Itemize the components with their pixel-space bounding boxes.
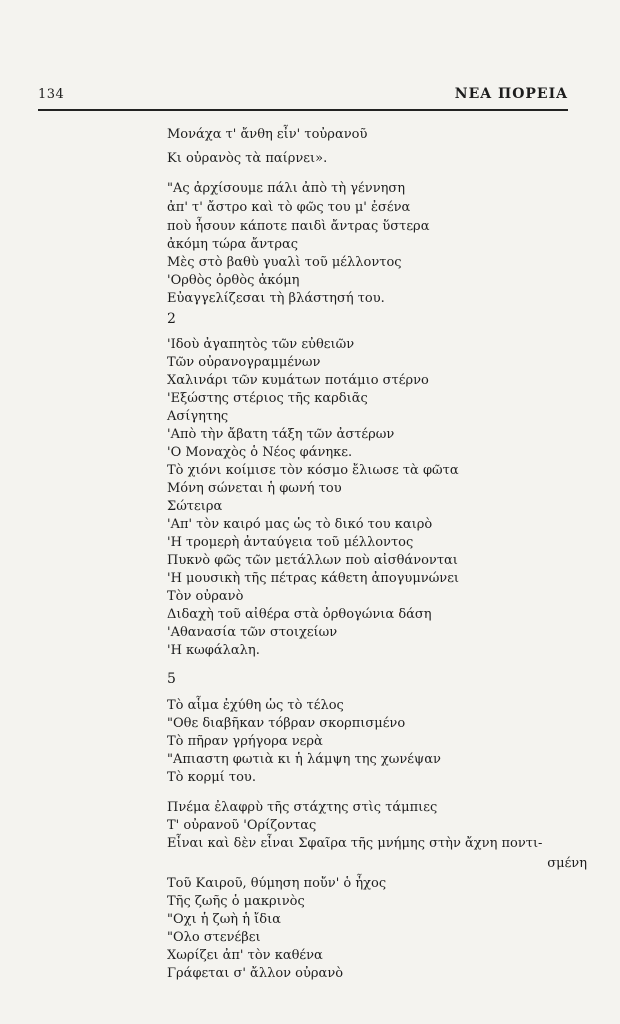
poem-line: Πυκνὸ φῶς τῶν μετάλλων ποὺ αἰσθάνονται (167, 553, 458, 568)
poem-line: Χωρίζει ἀπ' τὸν καθένα (167, 948, 323, 963)
poem-line-continuation: σμένη (547, 856, 587, 871)
poem-line: 'Η μουσικὴ τῆς πέτρας κάθετη ἀπογυμνώνει (167, 571, 460, 586)
poem-line: Τὸ αἷμα ἐχύθη ὡς τὸ τέλος (167, 698, 344, 713)
poem-line: ποὺ ἦσουν κάποτε παιδὶ ἄντρας ὕστερα (167, 219, 430, 234)
poem-line: ἀπ' τ' ἄστρο καὶ τὸ φῶς του μ' ἐσένα (167, 200, 411, 215)
running-title: ΝΕΑ ΠΟΡΕΙΑ (454, 86, 568, 102)
poem-line: Μὲς στὸ βαθὺ γυαλὶ τοῦ μέλλοντος (167, 255, 402, 270)
poem-line: Κι οὐρανὸς τὰ παίρνει». (167, 151, 328, 166)
poem-line: "Ας ἀρχίσουμε πάλι ἀπὸ τὴ γέννηση (167, 181, 406, 196)
poem-line: 'Απ' τὸν καιρό μας ὡς τὸ δικό του καιρὸ (167, 517, 433, 532)
poem-line: Τοῦ Καιροῦ, θύμηση ποὔν' ὁ ἦχος (167, 876, 387, 891)
poem-line: 'Ιδοὺ ἀγαπητὸς τῶν εὐθειῶν (167, 337, 355, 352)
page-number: 134 (38, 87, 65, 102)
poem-line: Χαλινάρι τῶν κυμάτων ποτάμιο στέρνο (167, 373, 429, 388)
poem-line: Διδαχὴ τοῦ αἰθέρα στὰ ὀρθογώνια δάση (167, 607, 432, 622)
section-number-2: 2 (167, 311, 176, 327)
poem-line: 'Η κωφάλαλη. (167, 643, 260, 658)
poem-line: "Ολο στενέβει (167, 930, 261, 945)
poem-line: Τ' οὐρανοῦ 'Ορίζοντας (167, 818, 317, 833)
poem-line: Ασίγητης (167, 409, 229, 424)
poem-line: Γράφεται σ' ἄλλον οὐρανὸ (167, 966, 344, 981)
poem-line: 'Ορθὸς ὀρθὸς ἀκόμη (167, 273, 300, 288)
poem-line: 'Απὸ τὴν ἄβατη τάξη τῶν ἀστέρων (167, 427, 395, 442)
poem-line: 'Η τρομερὴ ἀνταύγεια τοῦ μέλλοντος (167, 535, 414, 550)
poem-line: "Απιαστη φωτιὰ κι ἡ λάμψη της χωνέψαν (167, 752, 441, 767)
section-number-5: 5 (167, 671, 176, 687)
poem-line: Μόνη σώνεται ἡ φωνή του (167, 481, 342, 496)
poem-line: Τῶν οὐρανογραμμένων (167, 355, 321, 370)
poem-line: Τῆς ζωῆς ὁ μακρινὸς (167, 894, 305, 909)
poem-line: Εὐαγγελίζεσαι τὴ βλάστησή του. (167, 291, 385, 306)
poem-line: Τὸν οὐρανὸ (167, 589, 244, 604)
poem-line: Πνέμα ἐλαφρὺ τῆς στάχτης στὶς τάμπιες (167, 800, 438, 815)
poem-line: ἀκόμη τώρα ἄντρας (167, 237, 299, 252)
poem-line: 'Εξώστης στέριος τῆς καρδιᾶς (167, 391, 368, 406)
poem-line: Σώτειρα (167, 499, 223, 514)
poem-line: "Οθε διαβῆκαν τόβραν σκορπισμένο (167, 716, 406, 731)
poem-line: 'Αθανασία τῶν στοιχείων (167, 625, 338, 640)
poem-line: Τὸ κορμί του. (167, 770, 256, 785)
poem-line: 'Ο Μοναχὸς ὁ Νέος φάνηκε. (167, 445, 353, 460)
poem-line: Τὸ χιόνι κοίμισε τὸν κόσμο ἔλιωσε τὰ φῶτα (167, 463, 459, 478)
poem-line: Εἶναι καὶ δὲν εἶναι Σφαῖρα τῆς μνήμης στὴν ἄχνη ποντι- (167, 836, 543, 851)
poem-line: "Οχι ἡ ζωὴ ἡ ἴδια (167, 912, 281, 927)
header-rule (38, 109, 568, 111)
poem-line: Τὸ πῆραν γρήγορα νερὰ (167, 734, 323, 749)
poem-line: Μονάχα τ' ἄνθη εἶν' τοὐρανοῦ (167, 127, 368, 142)
